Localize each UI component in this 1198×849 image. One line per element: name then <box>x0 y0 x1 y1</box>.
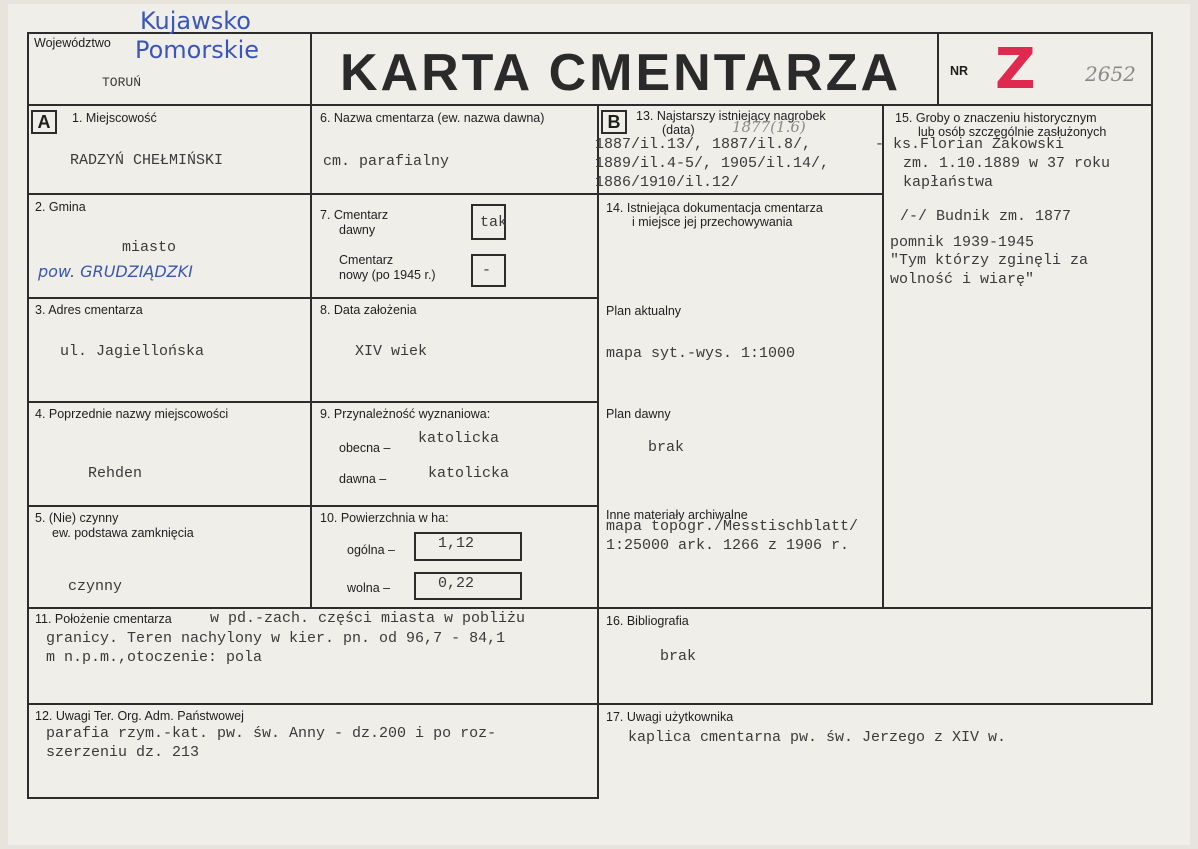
field-10-ogolna-value: 1,12 <box>438 535 475 552</box>
field-2-value: miasto <box>122 239 177 256</box>
inne-materialy-line1: mapa topogr./Messtischblatt/ <box>606 518 859 535</box>
wojewodztwo-label: Województwo <box>34 36 111 50</box>
grid-line <box>597 104 599 799</box>
grid-line <box>27 401 598 403</box>
field-6-value: cm. parafialny <box>323 153 450 170</box>
inne-materialy-label: Inne materiały archiwalne <box>606 508 748 522</box>
grid-line <box>598 193 882 195</box>
field-15-label: 15. Groby o znaczeniu historycznym <box>895 111 1097 125</box>
field-15-line6: "Tym którzy zginęli za <box>890 252 1089 269</box>
grid-line <box>27 607 1153 609</box>
grid-line <box>310 32 312 607</box>
field-7-nowy-label: nowy (po 1945 r.) <box>339 268 436 282</box>
wojewodztwo-value: TORUŃ <box>102 75 142 90</box>
field-13-sublabel: (data) <box>662 123 695 137</box>
field-13-label: 13. Najstarszy istniejący nagrobek <box>636 109 826 123</box>
field-12-line2: szerzeniu dz. 213 <box>46 744 200 761</box>
field-15-line2: zm. 1.10.1889 w 37 roku <box>903 155 1111 172</box>
field-2-handwritten-note: pow. GRUDZIĄDZKI <box>38 262 193 281</box>
field-11-label: 11. Położenie cmentarza <box>35 612 172 626</box>
field-8-label: 8. Data założenia <box>320 303 417 317</box>
grid-line <box>882 104 884 607</box>
field-13-line3: 1886/1910/il.12/ <box>595 174 740 191</box>
field-9-label: 9. Przynależność wyznaniowa: <box>320 407 491 421</box>
field-16-label: 16. Bibliografia <box>606 614 689 628</box>
section-b-marker: B <box>601 110 627 134</box>
section-a-marker: A <box>31 110 57 134</box>
grid-line <box>27 703 1153 705</box>
field-11-line2: granicy. Teren nachylony w kier. pn. od 96,7 - 84,1 <box>46 630 506 647</box>
field-7-nowy-value: - <box>482 262 492 279</box>
field-16-value: brak <box>660 648 697 665</box>
field-9-obecna-label: obecna – <box>339 441 391 455</box>
field-5-label: 5. (Nie) czynny <box>35 511 119 525</box>
nr-pencil-number: 2652 <box>1085 62 1136 86</box>
field-3-value: ul. Jagiellońska <box>60 343 205 360</box>
inne-materialy-line2: 1:25000 ark. 1266 z 1906 r. <box>606 537 850 554</box>
field-13-pencil-note: 1877(1.6) <box>732 118 806 136</box>
wojewodztwo-stamp-line2: Pomorskie <box>135 36 260 64</box>
plan-dawny-value: brak <box>648 439 685 456</box>
grid-line <box>27 104 1153 106</box>
field-15-line4: /-/ Budnik zm. 1877 <box>900 208 1072 225</box>
field-14-sublabel: i miejsce jej przechowywania <box>632 215 793 229</box>
plan-aktualny-value: mapa syt.-wys. 1:1000 <box>606 345 796 362</box>
card-title: KARTA CMENTARZA <box>340 44 902 102</box>
nr-letter: Z <box>995 37 1036 102</box>
grid-line <box>937 32 939 104</box>
field-15-line7: wolność i wiarę" <box>890 271 1035 288</box>
field-11-line3: m n.p.m.,otoczenie: pola <box>46 649 263 666</box>
field-10-wolna-label: wolna – <box>347 581 391 595</box>
grid-line <box>27 193 598 195</box>
field-7-label: 7. Cmentarz <box>320 208 389 222</box>
plan-aktualny-label: Plan aktualny <box>606 304 682 318</box>
grid-line <box>27 505 598 507</box>
plan-dawny-label: Plan dawny <box>606 407 671 421</box>
field-5-value: czynny <box>68 578 123 595</box>
field-7-dawny-value: tak <box>480 214 508 231</box>
field-4-label: 4. Poprzednie nazwy miejscowości <box>35 407 229 421</box>
field-13-line1: 1887/il.13/, 1887/il.8/, <box>595 136 812 153</box>
field-7-dawny-label: dawny <box>339 223 376 237</box>
wojewodztwo-stamp-line1: Kujawsko <box>140 7 251 35</box>
field-10-label: 10. Powierzchnia w ha: <box>320 511 449 525</box>
field-17-label: 17. Uwagi użytkownika <box>606 710 734 724</box>
field-12-label: 12. Uwagi Ter. Org. Adm. Państwowej <box>35 709 244 723</box>
nr-label: NR <box>950 64 969 78</box>
field-3-label: 3. Adres cmentarza <box>35 303 143 317</box>
field-15-sublabel: lub osób szczególnie zasłużonych <box>918 125 1107 139</box>
field-11-line1: w pd.-zach. części miasta w pobliżu <box>210 610 526 627</box>
grid-line <box>27 297 598 299</box>
field-6-label: 6. Nazwa cmentarza (ew. nazwa dawna) <box>320 111 545 125</box>
field-9-dawna-label: dawna – <box>339 472 387 486</box>
field-13-line2: 1889/il.4-5/, 1905/il.14/, <box>595 155 830 172</box>
field-10-wolna-value: 0,22 <box>438 575 475 592</box>
field-12-line1: parafia rzym.-kat. pw. św. Anny - dz.200 i po roz- <box>46 725 497 742</box>
field-9-dawna-value: katolicka <box>428 465 510 482</box>
field-1-value: RADZYŃ CHEŁMIŃSKI <box>70 152 224 169</box>
field-8-value: XIV wiek <box>355 343 428 360</box>
field-2-label: 2. Gmina <box>35 200 86 214</box>
field-9-obecna-value: katolicka <box>418 430 500 447</box>
field-15-line1: - ks.Florian Żakowski <box>875 136 1065 153</box>
grid-line <box>1151 32 1153 703</box>
field-1-label: 1. Miejscowość <box>72 111 157 125</box>
grid-line <box>27 32 29 799</box>
field-15-line5: pomnik 1939-1945 <box>890 234 1035 251</box>
field-4-value: Rehden <box>88 465 143 482</box>
field-5-sublabel: ew. podstawa zamknięcia <box>52 526 194 540</box>
field-14-label: 14. Istniejąca dokumentacja cmentarza <box>606 201 823 215</box>
field-17-value: kaplica cmentarna pw. św. Jerzego z XIV w. <box>628 729 1007 746</box>
field-10-ogolna-label: ogólna – <box>347 543 395 557</box>
field-7-cmentarz-label: Cmentarz <box>339 253 394 267</box>
field-15-line3: kapłaństwa <box>903 174 994 191</box>
grid-line <box>27 797 598 799</box>
